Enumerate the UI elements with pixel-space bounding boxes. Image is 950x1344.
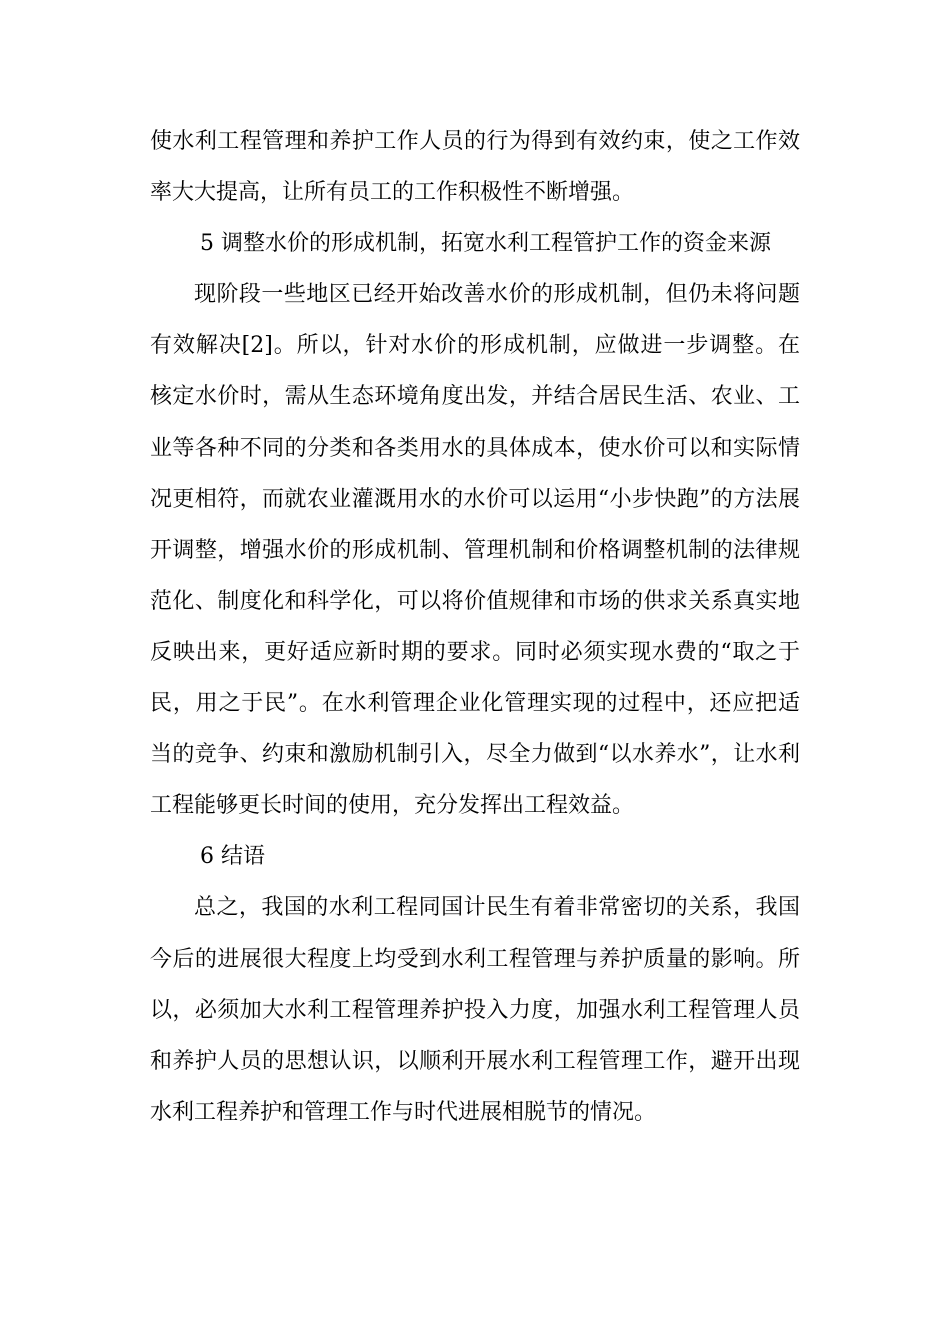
paragraph-line: 以，必须加大水利工程管理养护投入力度，加强水利工程管理人员	[150, 997, 800, 1023]
paragraph-line: 核定水价时，需从生态环境角度出发，并结合居民生活、农业、工	[150, 384, 800, 410]
paragraph-line: 率大大提高，让所有员工的工作积极性不断增强。	[150, 180, 635, 206]
paragraph-line: 民，用之于民”。在水利管理企业化管理实现的过程中，还应把适	[150, 691, 800, 717]
paragraph-line: 当的竞争、约束和激励机制引入，尽全力做到“以水养水”，让水利	[150, 742, 800, 768]
paragraph-line: 今后的进展很大程度上均受到水利工程管理与养护质量的影响。所	[150, 946, 800, 972]
paragraph-line: 总之，我国的水利工程同国计民生有着非常密切的关系，我国	[194, 895, 800, 921]
paragraph-line: 况更相符，而就农业灌溉用水的水价可以运用“小步快跑”的方法展	[150, 486, 800, 512]
section-heading: 5 调整水价的形成机制，拓宽水利工程管护工作的资金来源	[200, 231, 771, 257]
document-body	[150, 116, 800, 1138]
paragraph-line: 业等各种不同的分类和各类用水的具体成本，使水价可以和实际情	[150, 435, 800, 461]
paragraph-line: 开调整，增强水价的形成机制、管理机制和价格调整机制的法律规	[150, 537, 800, 563]
paragraph-line: 反映出来，更好适应新时期的要求。同时必须实现水费的“取之于	[150, 639, 800, 665]
paragraph-line: 使水利工程管理和养护工作人员的行为得到有效约束，使之工作效	[150, 129, 800, 154]
section-heading: 6 结语	[200, 844, 265, 870]
paragraph-line: 水利工程养护和管理工作与时代进展相脱节的情况。	[150, 1099, 657, 1125]
paragraph-line: 现阶段一些地区已经开始改善水价的形成机制，但仍未将问题	[194, 282, 800, 308]
paragraph-line: 有效解决[2]。所以，针对水价的形成机制，应做进一步调整。在	[150, 333, 800, 359]
paragraph-line: 和养护人员的思想认识，以顺利开展水利工程管理工作，避开出现	[150, 1048, 800, 1074]
paragraph-line: 工程能够更长时间的使用，充分发挥出工程效益。	[150, 793, 635, 819]
paragraph-line: 范化、制度化和科学化，可以将价值规律和市场的供求关系真实地	[150, 588, 800, 614]
